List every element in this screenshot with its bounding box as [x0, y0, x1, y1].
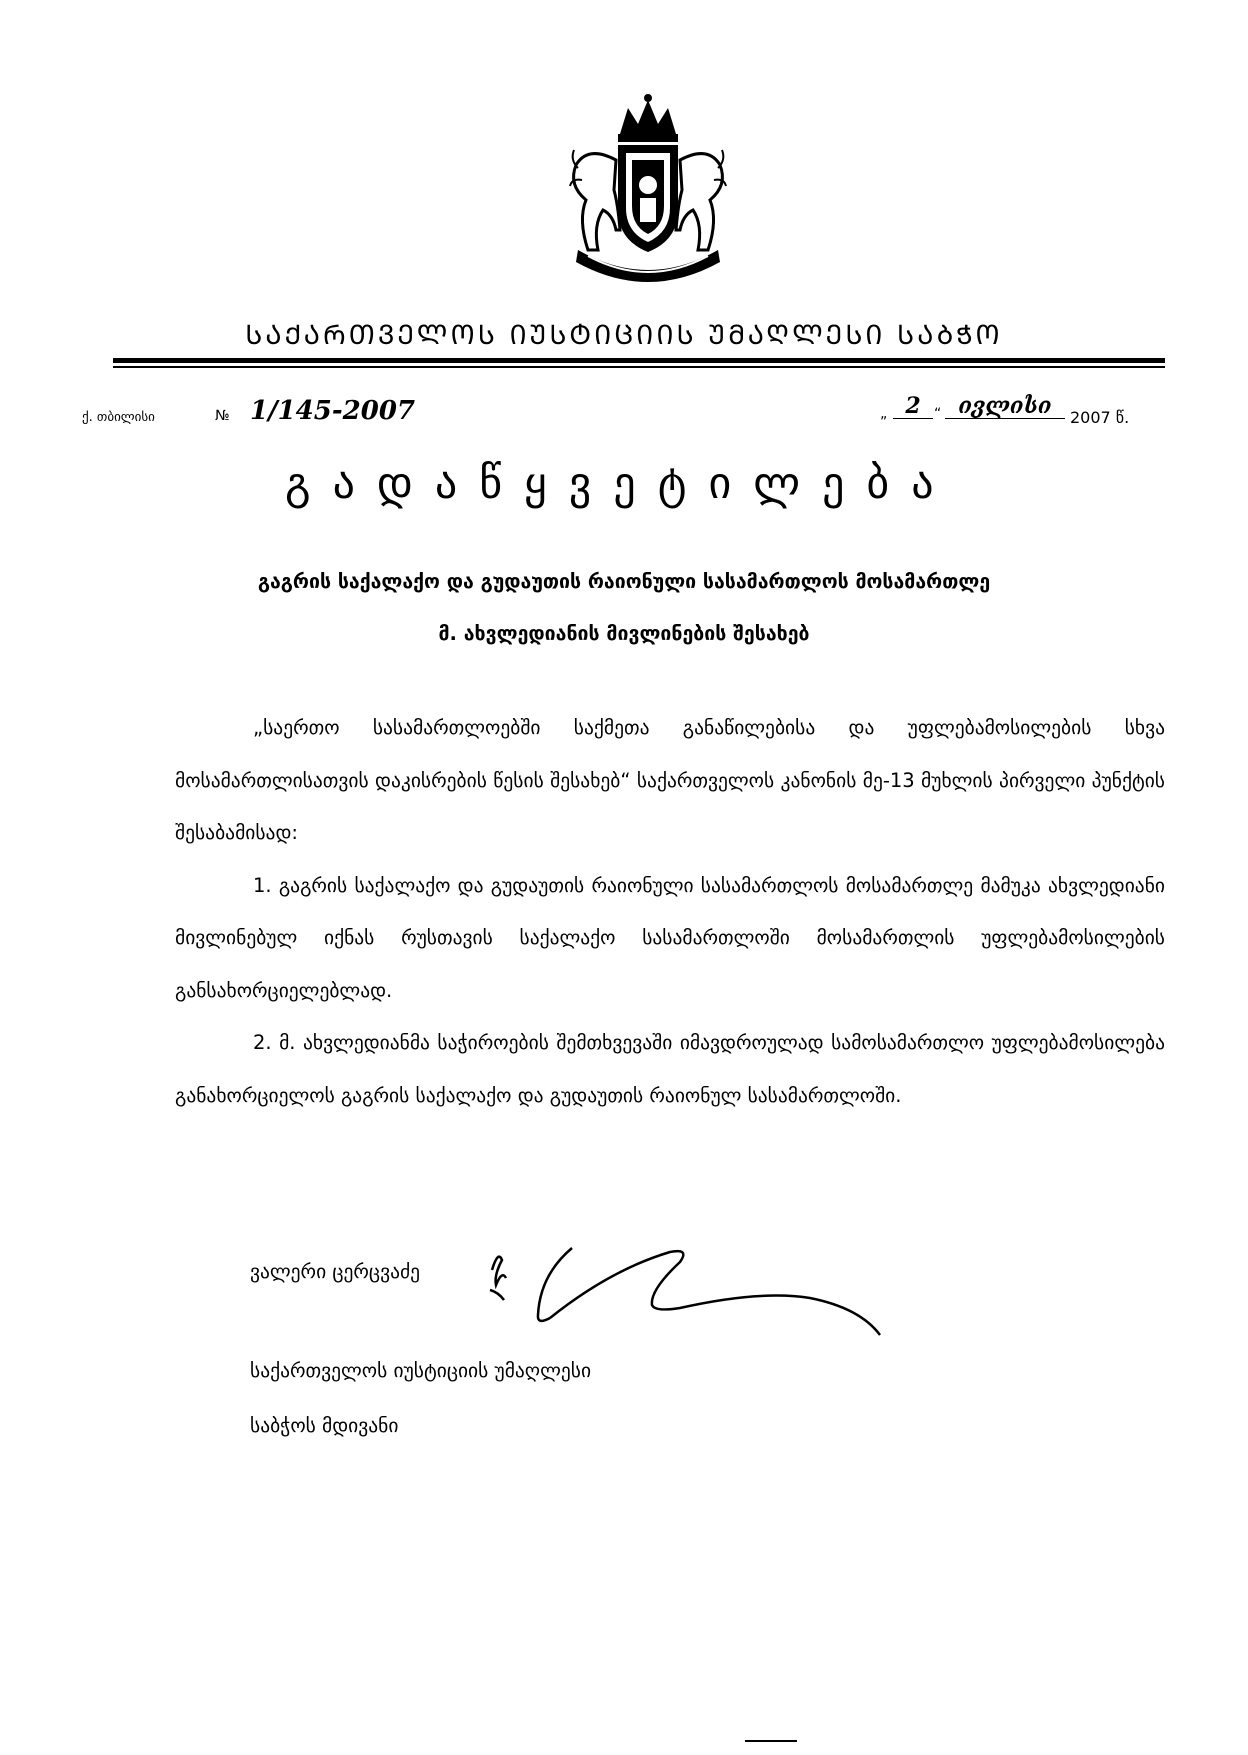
city-label: ქ. თბილისი — [82, 410, 155, 425]
subject-line-1: გაგრის საქალაქო და გუდაუთის რაიონული სასამართლოს მოსამართლე — [257, 570, 991, 593]
institution-name: ᲡᲐᲥᲐᲠᲗᲕᲔᲚᲝᲡ ᲘᲣᲡᲢᲘᲪᲘᲘᲡ ᲣᲛᲐᲦᲚᲔᲡᲘ ᲡᲐᲑᲭᲝ — [245, 320, 1003, 351]
document-title: გადაწყვეტილება — [285, 458, 956, 509]
paragraph-preamble: „საერთო სასამართლოებში საქმეთა განაწილებისა და უფლებამოსილების სხვა მოსამართლისათვის დაკისრების წესის შესახებ“ საქართველოს კანონის მე-13 მუხლის პირველი პუნქტის შესაბამისად: — [175, 716, 1165, 844]
date-month: ივლისი — [945, 394, 1065, 419]
paragraph-item-1: 1. გაგრის საქალაქო და გუდაუთის რაიონული სასამართლოს მოსამართლე მამუკა ახვლედიანი მივლინებულ იქნას რუსთავის საქალაქო სასამართლოში მოსამართლის უფლებამოსილების განსახორციელებლად. — [175, 873, 1165, 1002]
coat-of-arms-icon — [548, 90, 748, 290]
document-body — [175, 702, 1165, 1122]
signer-name: ვალერი ცერცვაძე — [250, 1260, 421, 1283]
signer-position-line-2: საბჭოს მდივანი — [250, 1414, 399, 1437]
date-open-quote: „ — [880, 406, 888, 422]
paragraph-item-2: 2. მ. ახვლედიანმა საჭიროების შემთხვევაში იმავდროულად სამოსამართლო უფლებამოსილება განახორციელოს გაგრის საქალაქო და გუდაუთის რაიონულ სასამართლოში. — [175, 1031, 1165, 1107]
date-day: 2 — [893, 394, 933, 419]
document-number: 1/145-2007 — [250, 396, 416, 426]
signer-position-line-1: საქართველოს იუსტიციის უმაღლესი — [250, 1359, 592, 1382]
subject-line-2: მ. ახვლედიანის მივლინების შესახებ — [438, 622, 810, 645]
date-close-quote: “ — [934, 406, 942, 422]
header-divider-thick — [113, 358, 1165, 363]
number-label: № — [215, 408, 230, 424]
signature-icon — [480, 1230, 980, 1340]
footer-mark — [745, 1740, 797, 1742]
date-year: 2007 წ. — [1070, 408, 1130, 427]
header-divider-thin — [113, 366, 1165, 368]
